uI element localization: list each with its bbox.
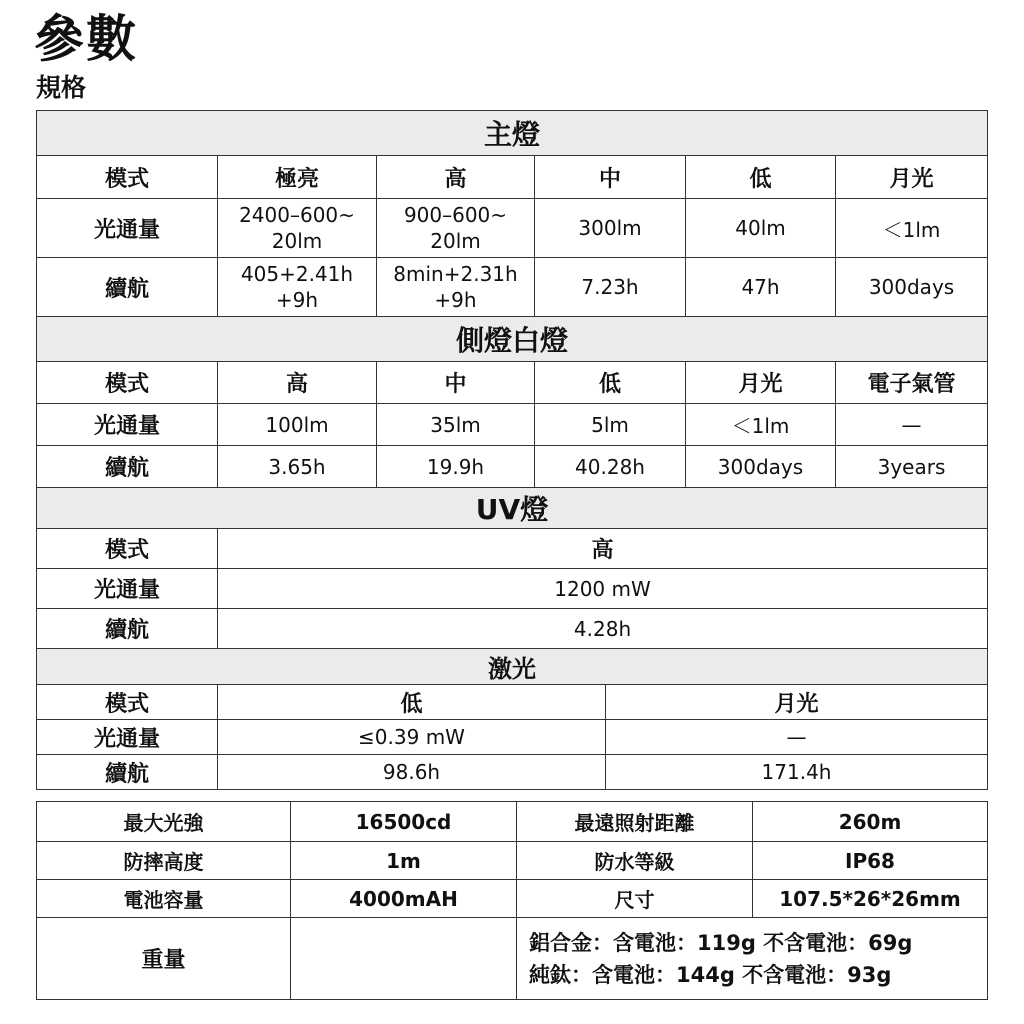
lumen-cell: 900–600~ 20lm <box>377 199 535 258</box>
lumen-cell: ＜1lm <box>686 404 836 446</box>
runtime-cell: 3.65h <box>218 446 377 488</box>
spec-table <box>36 110 988 790</box>
runtime-cell: 3years <box>836 446 988 488</box>
mode-cell: 低 <box>686 156 836 199</box>
size-label: 尺寸 <box>517 880 753 918</box>
lumen-cell: 35lm <box>377 404 535 446</box>
battery-value: 4000mAH <box>291 880 517 918</box>
row-label-mode: 模式 <box>37 362 218 404</box>
mode-cell: 電子氣管 <box>836 362 988 404</box>
mode-cell: 低 <box>535 362 686 404</box>
section-title-laser: 激光 <box>37 649 988 685</box>
waterproof-label: 防水等級 <box>517 842 753 880</box>
lumen-cell: 40lm <box>686 199 836 258</box>
row-label-runtime: 續航 <box>37 609 218 649</box>
lumen-cell: 300lm <box>535 199 686 258</box>
runtime-cell: 47h <box>686 258 836 317</box>
row-label-lumen: 光通量 <box>37 404 218 446</box>
lumen-cell: — <box>606 720 988 755</box>
mode-cell: 高 <box>377 156 535 199</box>
section-title-uv-light: UV燈 <box>37 488 988 529</box>
row-label-mode: 模式 <box>37 156 218 199</box>
runtime-cell: 98.6h <box>218 755 606 790</box>
runtime-cell: 8min+2.31h +9h <box>377 258 535 317</box>
runtime-cell: 7.23h <box>535 258 686 317</box>
waterproof-value: IP68 <box>753 842 988 880</box>
mode-cell: 月光 <box>686 362 836 404</box>
lumen-cell: 5lm <box>535 404 686 446</box>
row-label-runtime: 續航 <box>37 755 218 790</box>
runtime-cell: 4.28h <box>218 609 988 649</box>
max-intensity-label: 最大光強 <box>37 802 291 842</box>
mode-cell: 月光 <box>606 685 988 720</box>
weight-empty-cell <box>291 918 517 1000</box>
weight-line-titanium: 純鈦：含電池：144g 不含電池：93g <box>529 962 892 987</box>
row-label-lumen: 光通量 <box>37 720 218 755</box>
max-intensity-value: 16500cd <box>291 802 517 842</box>
page-subtitle: 規格 <box>36 73 87 102</box>
mode-cell: 高 <box>218 529 988 569</box>
drop-height-label: 防摔高度 <box>37 842 291 880</box>
battery-label: 電池容量 <box>37 880 291 918</box>
runtime-cell: 171.4h <box>606 755 988 790</box>
runtime-cell: 405+2.41h +9h <box>218 258 377 317</box>
mode-cell: 高 <box>218 362 377 404</box>
row-label-mode: 模式 <box>37 529 218 569</box>
row-label-runtime: 續航 <box>37 446 218 488</box>
row-label-runtime: 續航 <box>37 258 218 317</box>
size-value: 107.5*26*26mm <box>753 880 988 918</box>
weight-line-aluminum: 鋁合金：含電池：119g 不含電池：69g <box>529 930 913 955</box>
mode-cell: 低 <box>218 685 606 720</box>
misc-spec-table <box>36 801 988 1000</box>
section-title-main-light: 主燈 <box>37 111 988 156</box>
weight-label: 重量 <box>37 918 291 1000</box>
weight-value <box>517 918 988 1000</box>
lumen-cell: ＜1lm <box>836 199 988 258</box>
runtime-cell: 300days <box>836 258 988 317</box>
runtime-cell: 300days <box>686 446 836 488</box>
lumen-cell: 1200 mW <box>218 569 988 609</box>
lumen-cell: 2400–600~ 20lm <box>218 199 377 258</box>
mode-cell: 極亮 <box>218 156 377 199</box>
mode-cell: 月光 <box>836 156 988 199</box>
max-distance-label: 最遠照射距離 <box>517 802 753 842</box>
mode-cell: 中 <box>535 156 686 199</box>
page-title: 參數 <box>34 10 138 68</box>
runtime-cell: 19.9h <box>377 446 535 488</box>
lumen-cell: — <box>836 404 988 446</box>
row-label-lumen: 光通量 <box>37 569 218 609</box>
mode-cell: 中 <box>377 362 535 404</box>
lumen-cell: 100lm <box>218 404 377 446</box>
row-label-lumen: 光通量 <box>37 199 218 258</box>
max-distance-value: 260m <box>753 802 988 842</box>
drop-height-value: 1m <box>291 842 517 880</box>
section-title-side-light: 側燈白燈 <box>37 317 988 362</box>
lumen-cell: ≤0.39 mW <box>218 720 606 755</box>
row-label-mode: 模式 <box>37 685 218 720</box>
runtime-cell: 40.28h <box>535 446 686 488</box>
